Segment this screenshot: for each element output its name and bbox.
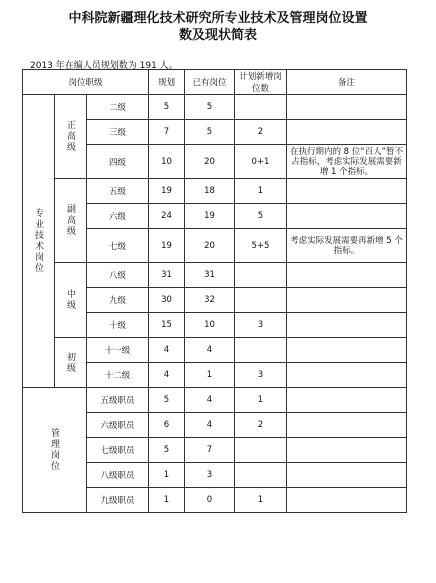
- row-level: 六级职员: [87, 413, 149, 438]
- row-remark: [287, 95, 407, 120]
- row-level: 九级职员: [87, 488, 149, 513]
- row-edge: [407, 263, 419, 288]
- row-remark: [287, 204, 407, 229]
- row-remark: [287, 463, 407, 488]
- row-new-planned: 1: [235, 388, 287, 413]
- row-existing: 0: [185, 488, 235, 513]
- row-planned: 5: [149, 95, 185, 120]
- row-edge: [407, 388, 419, 413]
- row-level: 十二级: [87, 363, 149, 388]
- row-new-planned: [235, 338, 287, 363]
- row-existing: 18: [185, 179, 235, 204]
- row-new-planned: 1: [235, 488, 287, 513]
- row-level: 十一级: [87, 338, 149, 363]
- row-existing: 3: [185, 463, 235, 488]
- row-edge: [407, 363, 419, 388]
- row-level: 二级: [87, 95, 149, 120]
- table-row: [23, 338, 419, 363]
- row-edge: [407, 338, 419, 363]
- row-existing: 5: [185, 95, 235, 120]
- row-existing: 20: [185, 145, 235, 179]
- row-edge: [407, 413, 419, 438]
- row-planned: 15: [149, 313, 185, 338]
- row-new-planned: [235, 288, 287, 313]
- row-planned: 4: [149, 338, 185, 363]
- row-existing: 7: [185, 438, 235, 463]
- row-planned: 10: [149, 145, 185, 179]
- row-level: 七级: [87, 229, 149, 263]
- row-planned: 1: [149, 463, 185, 488]
- table-row: [23, 388, 419, 413]
- group-professional-label: 专业技术岗位: [33, 208, 43, 274]
- row-planned: 5: [149, 438, 185, 463]
- group-junior-label: 初级: [65, 351, 75, 374]
- table-row: [23, 263, 419, 288]
- row-remark: [287, 363, 407, 388]
- document-title-line2: 数及现状简表: [178, 28, 257, 43]
- row-edge: [407, 313, 419, 338]
- header-existing: 已有岗位: [185, 70, 235, 95]
- row-new-planned: 0+1: [235, 145, 287, 179]
- row-existing: 10: [185, 313, 235, 338]
- row-remark: [287, 313, 407, 338]
- row-level: 八级: [87, 263, 149, 288]
- row-existing: 20: [185, 229, 235, 263]
- row-planned: 6: [149, 413, 185, 438]
- row-planned: 31: [149, 263, 185, 288]
- row-existing: 4: [185, 388, 235, 413]
- row-remark: [287, 388, 407, 413]
- row-new-planned: 2: [235, 413, 287, 438]
- row-edge: [407, 204, 419, 229]
- group-intermediate: [55, 263, 87, 338]
- row-edge: [407, 229, 419, 263]
- row-edge: [407, 288, 419, 313]
- staffing-note: 2013 年在编人员规划数为 191 人。: [30, 61, 178, 71]
- row-remark: [287, 288, 407, 313]
- row-edge: [407, 488, 419, 513]
- row-level: 九级: [87, 288, 149, 313]
- row-new-planned: 3: [235, 313, 287, 338]
- row-planned: 5: [149, 388, 185, 413]
- row-remark: [287, 413, 407, 438]
- row-existing: 19: [185, 204, 235, 229]
- row-remark: 考虑实际发展需要再新增 5 个指标。: [287, 229, 407, 263]
- row-new-planned: [235, 438, 287, 463]
- row-existing: 5: [185, 120, 235, 145]
- row-new-planned: 5: [235, 204, 287, 229]
- group-intermediate-label: 中级: [65, 289, 75, 311]
- row-new-planned: [235, 263, 287, 288]
- row-planned: 19: [149, 179, 185, 204]
- header-row: [23, 70, 419, 95]
- row-new-planned: [235, 463, 287, 488]
- group-senior: [55, 95, 87, 179]
- group-vice-senior-label: 副高级: [65, 204, 75, 237]
- table-row: [23, 179, 419, 204]
- row-level: 七级职员: [87, 438, 149, 463]
- row-planned: 1: [149, 488, 185, 513]
- group-senior-label: 正高级: [65, 120, 75, 153]
- header-new-planned: 计划新增岗位数: [235, 70, 287, 95]
- row-level: 十级: [87, 313, 149, 338]
- row-remark: [287, 120, 407, 145]
- row-existing: 31: [185, 263, 235, 288]
- row-planned: 24: [149, 204, 185, 229]
- row-new-planned: [235, 95, 287, 120]
- group-junior: [55, 338, 87, 388]
- header-planned: 规划: [149, 70, 185, 95]
- group-professional: [23, 95, 55, 388]
- row-remark: 在执行期内的 8 位“百人”暂不占指标，考虑实际发展需要新增 1 个指标。: [287, 145, 407, 179]
- row-edge: [407, 120, 419, 145]
- row-edge: [407, 145, 419, 179]
- row-level: 五级职员: [87, 388, 149, 413]
- row-new-planned: 1: [235, 179, 287, 204]
- row-new-planned: 3: [235, 363, 287, 388]
- row-edge: [407, 179, 419, 204]
- row-edge: [407, 463, 419, 488]
- row-remark: [287, 263, 407, 288]
- row-planned: 4: [149, 363, 185, 388]
- row-existing: 1: [185, 363, 235, 388]
- row-remark: [287, 488, 407, 513]
- document-title-line1: 中科院新疆理化技术研究所专业技术及管理岗位设置: [68, 11, 368, 26]
- row-existing: 4: [185, 338, 235, 363]
- table-row: [23, 95, 419, 120]
- header-position-level: 岗位职级: [23, 70, 149, 95]
- row-edge: [407, 95, 419, 120]
- row-new-planned: 2: [235, 120, 287, 145]
- row-remark: [287, 438, 407, 463]
- row-edge: [407, 438, 419, 463]
- row-level: 五级: [87, 179, 149, 204]
- row-level: 八级职员: [87, 463, 149, 488]
- row-planned: 30: [149, 288, 185, 313]
- post-table: [22, 69, 419, 513]
- row-level: 四级: [87, 145, 149, 179]
- row-existing: 32: [185, 288, 235, 313]
- row-remark: [287, 338, 407, 363]
- row-level: 六级: [87, 204, 149, 229]
- group-vice-senior: [55, 179, 87, 263]
- row-level: 三级: [87, 120, 149, 145]
- row-planned: 7: [149, 120, 185, 145]
- group-management: [23, 388, 87, 513]
- row-planned: 19: [149, 229, 185, 263]
- row-remark: [287, 179, 407, 204]
- row-existing: 4: [185, 413, 235, 438]
- row-new-planned: 5+5: [235, 229, 287, 263]
- group-management-label: 管理岗位: [49, 428, 59, 472]
- header-remarks: 备注: [287, 70, 407, 95]
